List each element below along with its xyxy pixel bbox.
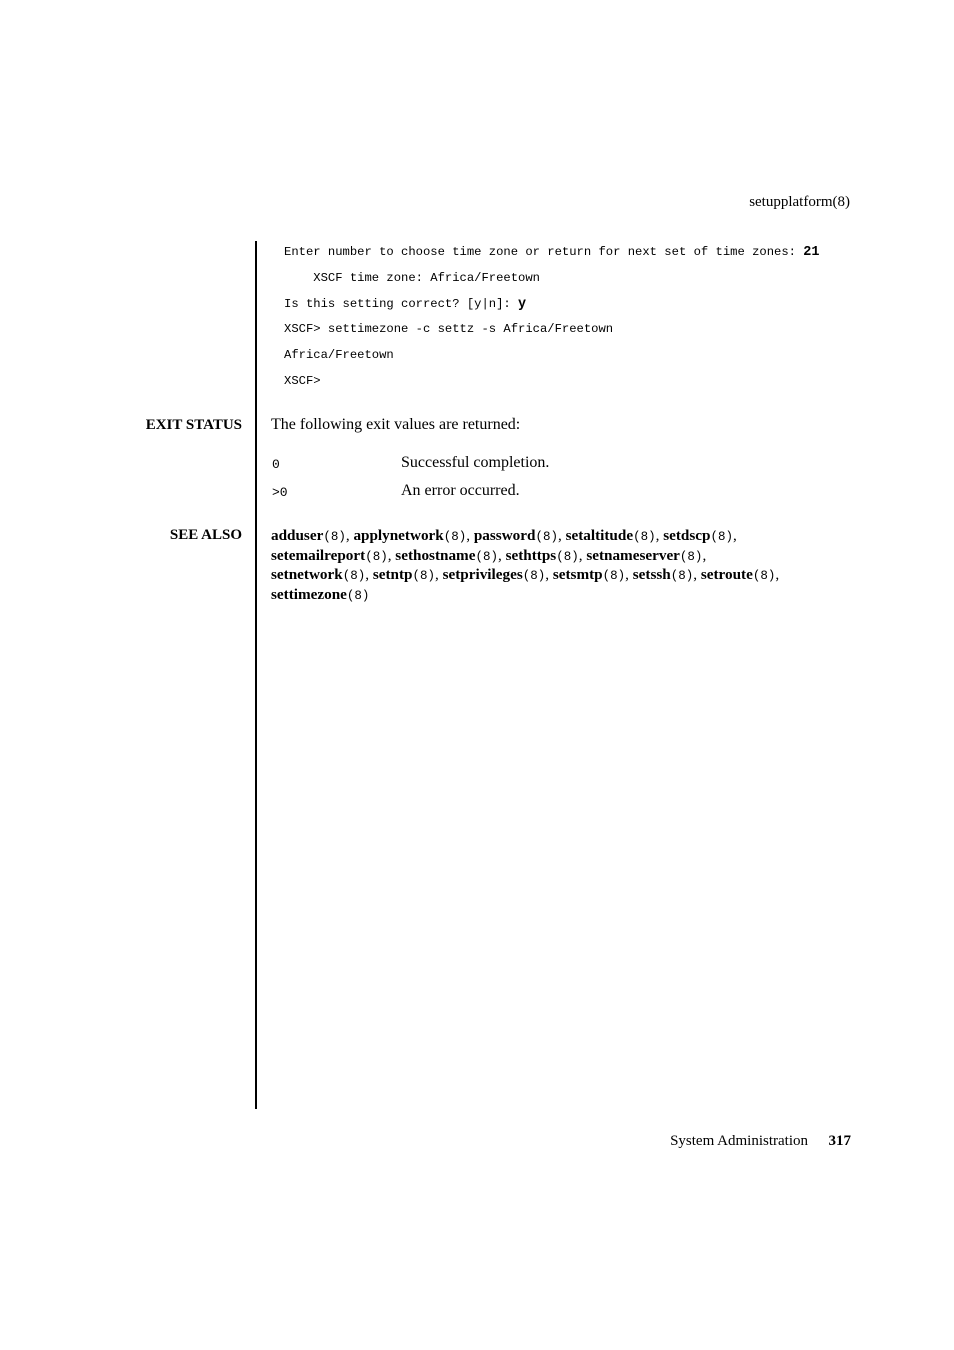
- see-also-command-name: adduser: [271, 527, 324, 544]
- see-also-separator: ,: [365, 566, 373, 583]
- see-also-section-number: (8): [522, 569, 546, 583]
- see-also-line: [271, 527, 861, 547]
- see-also-section-number: (8): [710, 530, 733, 544]
- exit-code: 0: [272, 457, 280, 472]
- see-also-separator: ,: [435, 566, 443, 583]
- see-also-section-number: (8): [346, 588, 370, 603]
- exit-status-heading: EXIT STATUS: [145, 417, 242, 433]
- see-also-command-name: setprivileges: [442, 566, 523, 583]
- header-man-page-reference: setupplatform(8): [749, 194, 850, 210]
- see-also-section-number: (8): [752, 569, 776, 583]
- see-also-command-name: applynetwork: [353, 527, 444, 544]
- see-also-section-number: (8): [323, 530, 346, 544]
- see-also-separator: ,: [497, 546, 506, 564]
- see-also-separator: ,: [625, 566, 633, 583]
- code-line: Africa/Freetown: [284, 348, 394, 362]
- see-also-separator: ,: [732, 527, 737, 544]
- exit-description: Successful completion.: [401, 454, 550, 471]
- footer-title: System Administration: [670, 1133, 808, 1149]
- footer-page-number: 317: [828, 1133, 851, 1149]
- user-input: 21: [803, 245, 820, 260]
- code-line: XSCF time zone: Africa/Freetown: [284, 271, 540, 285]
- see-also-section-number: (8): [556, 549, 579, 564]
- see-also-command-name: settimezone: [271, 585, 347, 603]
- see-also-separator: ,: [775, 566, 780, 583]
- see-also-command-name: setdscp: [663, 527, 711, 544]
- see-also-command-name: setnetwork: [271, 566, 343, 583]
- code-line: Is this setting correct? [y|n]: y: [284, 297, 527, 312]
- see-also-command-name: setroute: [700, 566, 753, 583]
- see-also-section-number: (8): [535, 530, 558, 544]
- see-also-section-number: (8): [342, 569, 366, 583]
- see-also-separator: ,: [345, 527, 354, 544]
- exit-code: >0: [272, 485, 288, 500]
- see-also-separator: ,: [693, 566, 701, 583]
- see-also-line: [271, 566, 861, 586]
- see-also-command-name: setnameserver: [586, 546, 680, 564]
- see-also-separator: ,: [466, 527, 474, 544]
- see-also-separator: ,: [578, 546, 587, 564]
- see-also-section-number: (8): [633, 530, 656, 544]
- see-also-separator: ,: [557, 527, 566, 544]
- see-also-separator: ,: [545, 566, 553, 583]
- see-also-command-name: setntp: [372, 566, 413, 583]
- user-input: y: [518, 297, 527, 312]
- see-also-section-number: (8): [602, 569, 626, 583]
- see-also-section-number: (8): [475, 549, 498, 564]
- see-also-section-number: (8): [670, 569, 694, 583]
- code-line: XSCF> settimezone -c settz -s Africa/Freetown: [284, 322, 614, 336]
- exit-description: An error occurred.: [401, 482, 520, 499]
- see-also-command-name: sethttps: [505, 546, 557, 564]
- code-line: Enter number to choose time zone or return for next set of time zones: 21: [284, 245, 820, 260]
- margin-change-bar: [255, 241, 257, 1109]
- see-also-command-name: setemailreport: [271, 546, 366, 564]
- see-also-section-number: (8): [679, 549, 703, 564]
- see-also-command-name: setsmtp: [552, 566, 603, 583]
- see-also-section-number: (8): [365, 549, 388, 564]
- see-also-command-name: password: [473, 527, 536, 544]
- see-also-line: [271, 586, 861, 606]
- see-also-heading: SEE ALSO: [169, 527, 242, 543]
- see-also-section-number: (8): [412, 569, 435, 583]
- exit-status-intro: The following exit values are returned:: [271, 416, 521, 433]
- see-also-command-name: setssh: [632, 566, 671, 583]
- see-also-section-number: (8): [443, 530, 467, 544]
- see-also-separator: ,: [387, 546, 396, 564]
- see-also-separator: ,: [702, 546, 707, 564]
- see-also-command-name: sethostname: [395, 546, 476, 564]
- see-also-command-name: setaltitude: [565, 527, 634, 544]
- see-also-line: [271, 547, 861, 567]
- code-line: XSCF>: [284, 374, 321, 388]
- see-also-list: [271, 527, 861, 605]
- see-also-separator: ,: [655, 527, 664, 544]
